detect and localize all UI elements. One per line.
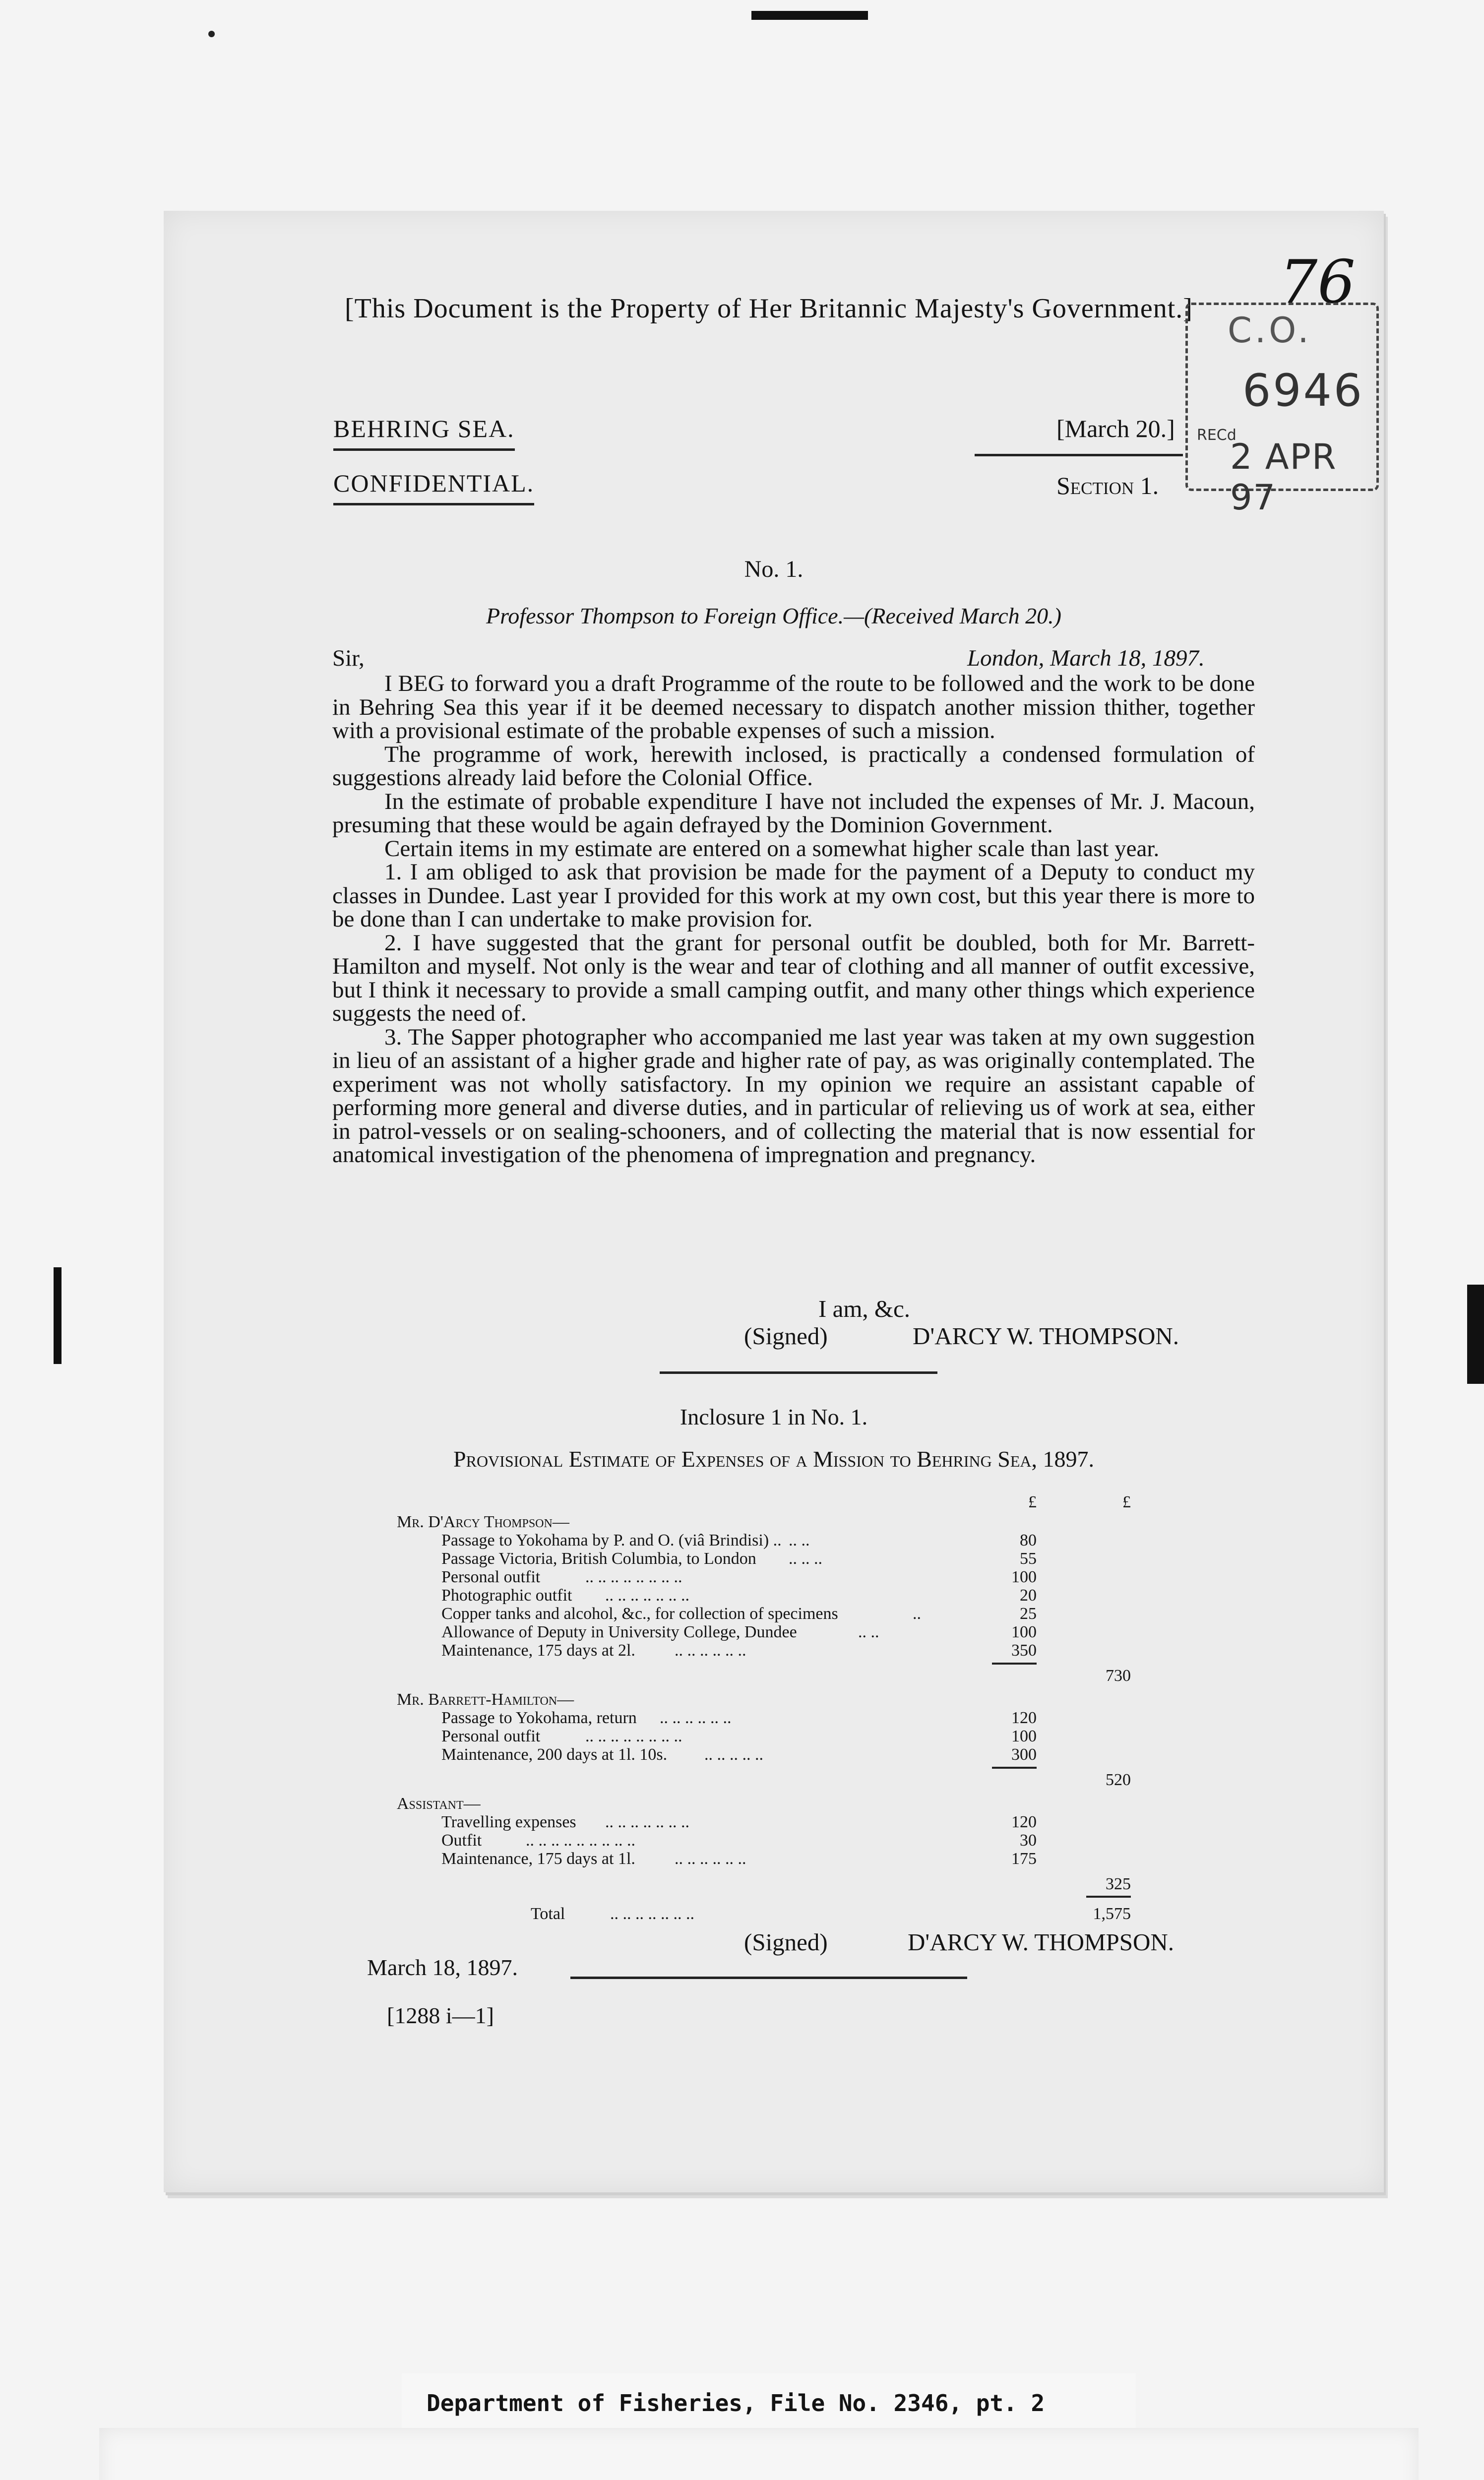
estimate-title: Provisional Estimate of Expenses of a Mission to Behring Sea, 1897.: [453, 1446, 1094, 1472]
scan-edge-mark: [751, 11, 868, 20]
item-amount: 30: [1020, 1831, 1037, 1850]
line-item: [441, 1531, 782, 1550]
leader-dots: .. .. .. .. .. .. ..: [605, 1813, 689, 1831]
received-stamp: [1185, 303, 1379, 518]
file-label: Department of Fisheries, File No. 2346, pt. 2: [402, 2373, 1136, 2433]
leader-dots: .. .. .. .. .. .. .. ..: [585, 1568, 682, 1586]
section-heading: Mr. D'Arcy Thompson—: [397, 1513, 569, 1531]
item-label: Personal outfit: [441, 1568, 541, 1586]
item-label: Personal outfit: [441, 1727, 541, 1745]
item-amount: 80: [1020, 1531, 1037, 1550]
item-amount: 100: [1011, 1568, 1037, 1586]
leader-dots: .. ..: [789, 1531, 810, 1550]
classification-heading: [333, 469, 534, 497]
divider: [570, 1977, 967, 1979]
item-label: Passage to Yokohama by P. and O. (viâ Brindisi) ..: [441, 1531, 782, 1550]
item-amount: 175: [1011, 1850, 1037, 1868]
leader-dots: .. .. .. .. .. .. ..: [605, 1586, 689, 1605]
subject-title: BEHRING SEA.: [333, 415, 515, 451]
handwritten-folio-number: 76: [1280, 248, 1356, 317]
date-bracket: [March 20.]: [1056, 415, 1175, 442]
item-label: Maintenance, 200 days at 1l. 10s.: [441, 1745, 668, 1764]
stamp-date: 2 APR 97: [1230, 436, 1337, 518]
total-label: Total: [531, 1905, 565, 1923]
section-total: 325: [1106, 1875, 1131, 1893]
leader-dots: .. .. .. .. .. .. .. ..: [585, 1727, 682, 1745]
leader-dots: .. .. .. .. ..: [704, 1745, 763, 1764]
currency-header: £: [1028, 1493, 1037, 1511]
stamp-label: RECd: [1197, 427, 1237, 444]
item-amount: 120: [1011, 1709, 1037, 1727]
letter-title: Professor Thompson to Foreign Office.—(Received March 20.): [486, 603, 1061, 628]
grand-total: 1,575: [1093, 1905, 1131, 1923]
section-heading: Mr. Barrett-Hamilton—: [397, 1690, 574, 1709]
scan-speck: [208, 31, 215, 37]
property-notice: [This Document is the Property of Her Britannic Majesty's Government.]: [345, 293, 1193, 324]
item-label: Copper tanks and alcohol, &c., for collection of specimens: [441, 1605, 838, 1623]
divider: [660, 1371, 937, 1374]
section-total: 520: [1106, 1771, 1131, 1789]
leader-dots: .. .. .. .. .. ..: [660, 1709, 732, 1727]
item-amount: 20: [1020, 1586, 1037, 1605]
signed-label: (Signed): [744, 1322, 828, 1350]
scan-edge-mark: [54, 1267, 62, 1364]
item-label: Travelling expenses: [441, 1813, 576, 1831]
print-reference: [1288 i—1]: [387, 2003, 494, 2028]
paragraph: 3. The Sapper photographer who accompanied me last year was taken at my own suggestion in lieu of an assistant of a higher grade and higher rate of pay, as was originally contemplated. The experiment was not wholly satisfactory. In my opinion we require an assistant capable of performing more general and diverse duties, and in particular of relieving us of work at sea, either in patrol-vessels or on sealing-schooners, and of collecting the material that is now essential for anatomical investigation of the phenomena of impregnation and pregnancy.: [332, 1024, 1255, 1168]
paragraph: I BEG to forward you a draft Programme of the route to be followed and the work to be done in Behring Sea this year if it be deemed necessary to dispatch another mission thither, together with a provisional estimate of the probable expenses of such a mission.: [332, 671, 1255, 744]
section-label: Section 1.: [1056, 472, 1159, 499]
archive-card: [99, 2428, 1419, 2480]
paragraph: 2. I have suggested that the grant for personal outfit be doubled, both for Mr. Barrett-Hamilton and myself. Not only is the wear and tear of clothing and all manner of outfit excessive, but I think it necessary to provide a small camping outfit, and many other things which experience suggests the need of.: [332, 930, 1255, 1026]
leader-dots: .. .. .. .. .. .. ..: [610, 1905, 694, 1923]
item-amount: 55: [1020, 1550, 1037, 1568]
item-label: Passage Victoria, British Columbia, to London: [441, 1550, 756, 1568]
stamp-number: 6946: [1242, 365, 1364, 417]
salutation: Sir,: [332, 645, 365, 671]
letter-place-date: London, March 18, 1897.: [967, 645, 1205, 671]
signed-label: (Signed): [744, 1928, 828, 1956]
stamp-office: C.O.: [1228, 310, 1312, 351]
subtotal-rule: [992, 1663, 1037, 1665]
total-rule: [1086, 1896, 1131, 1898]
letter-body: [332, 672, 1255, 1167]
item-label: Allowance of Deputy in University College, Dundee: [441, 1623, 797, 1641]
date-rule: [975, 454, 1183, 456]
leader-dots: .. ..: [858, 1623, 879, 1641]
subject-heading: [333, 414, 515, 443]
paragraph: 1. I am obliged to ask that provision be made for the payment of a Deputy to conduct my classes in Dundee. Last year I provided for this work at my own cost, but this year there is more to be done than I can undertake to make provision for.: [332, 859, 1255, 932]
estimate-date: March 18, 1897.: [367, 1955, 518, 1980]
signatory: D'ARCY W. THOMPSON.: [908, 1928, 1175, 1956]
item-amount: 120: [1011, 1813, 1037, 1831]
item-amount: 100: [1011, 1727, 1037, 1745]
leader-dots: .. .. .. .. .. ..: [675, 1641, 746, 1660]
letter-number: No. 1.: [744, 556, 804, 582]
signatory: D'ARCY W. THOMPSON.: [913, 1322, 1179, 1350]
closing: I am, &c.: [818, 1295, 911, 1322]
leader-dots: .. .. ..: [789, 1550, 822, 1568]
item-label: Maintenance, 175 days at 2l.: [441, 1641, 635, 1660]
inclosure-title: Inclosure 1 in No. 1.: [680, 1404, 868, 1429]
paragraph: The programme of work, herewith inclosed, is practically a condensed formulation of suggestions already laid before the Colonial Office.: [332, 741, 1255, 791]
item-amount: 300: [1011, 1745, 1037, 1764]
item-label: Passage to Yokohama, return: [441, 1709, 637, 1727]
subtotal-rule: [992, 1767, 1037, 1769]
item-label: Outfit: [441, 1831, 482, 1850]
item-amount: 350: [1011, 1641, 1037, 1660]
paragraph: Certain items in my estimate are entered on a somewhat higher scale than last year.: [384, 835, 1160, 862]
currency-header: £: [1122, 1493, 1131, 1511]
leader-dots: .. .. .. .. .. .. .. .. ..: [526, 1831, 635, 1850]
estimate-table: [397, 1493, 1290, 1920]
leader-dots: ..: [913, 1605, 921, 1623]
classification-label: CONFIDENTIAL.: [333, 469, 534, 505]
document-page: [164, 211, 1384, 2192]
item-amount: 100: [1011, 1623, 1037, 1641]
section-heading: Assistant—: [397, 1795, 481, 1813]
section-total: 730: [1106, 1667, 1131, 1685]
scan-edge-mark: [1467, 1285, 1484, 1384]
item-amount: 25: [1020, 1605, 1037, 1623]
leader-dots: .. .. .. .. .. ..: [675, 1850, 746, 1868]
item-label: Photographic outfit: [441, 1586, 572, 1605]
item-label: Maintenance, 175 days at 1l.: [441, 1850, 635, 1868]
paragraph: In the estimate of probable expenditure I have not included the expenses of Mr. J. Macoun, presuming that these would be again defrayed by the Dominion Government.: [332, 788, 1255, 838]
